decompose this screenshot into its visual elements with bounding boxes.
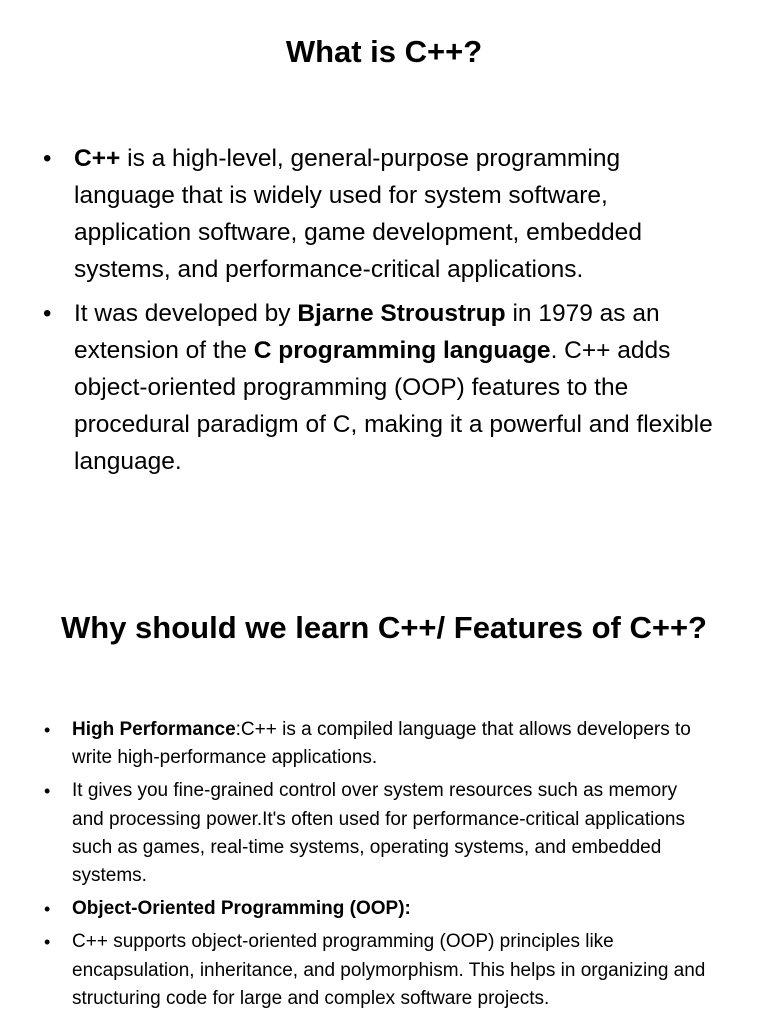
features-list <box>44 716 712 1018</box>
bullet-text: :C++ is a compiled language that allows developers to write high-performance applications. <box>72 719 691 769</box>
section-title-why-learn-cpp: Why should we learn C++/ Features of C++? <box>61 610 707 645</box>
bullet-text: . C++ adds object-oriented programming (OOP) features to the procedural paradigm of C, making it a powerful and flexible language. <box>74 337 713 475</box>
term-bjarne-stroustrup: Bjarne Stroustrup <box>297 300 506 327</box>
list-item <box>43 295 714 480</box>
bullet-icon: • <box>43 300 52 327</box>
bullet-icon: • <box>44 781 51 802</box>
bullet-text: It was developed by <box>74 300 298 327</box>
bullet-icon: • <box>44 932 51 953</box>
bullet-icon: • <box>44 899 51 920</box>
term-c-programming-language: C programming language <box>253 337 551 364</box>
list-item <box>43 140 714 288</box>
what-is-cpp-list <box>43 140 714 487</box>
bullet-text: is a high-level, general-purpose programming language that is widely used for system software, application software, game development, embedded systems, and performance-critical applications. <box>74 145 642 283</box>
list-item <box>44 716 712 772</box>
bullet-icon: • <box>44 720 51 740</box>
section-title-what-is-cpp: What is C++? <box>285 34 483 69</box>
bullet-text: in 1979 as an extension of the <box>74 300 660 364</box>
list-item <box>44 928 712 1013</box>
list-item <box>44 777 712 890</box>
term-cpp: C++ <box>74 145 121 172</box>
bullet-text: C++ supports object-oriented programming (OOP) principles like encapsulation, inheritance, and polymorphism. This helps in organizing and structuring code for large and complex software projects. <box>72 931 706 1009</box>
term-oop: Object-Oriented Programming (OOP): <box>72 898 411 920</box>
list-item <box>44 895 712 923</box>
bullet-icon: • <box>43 145 52 172</box>
bullet-text: It gives you fine-grained control over system resources such as memory and processing power.It's often used for performance-critical applications such as games, real-time systems, operating systems, and embedded systems. <box>72 780 686 887</box>
term-high-performance: High Performance <box>72 719 236 740</box>
